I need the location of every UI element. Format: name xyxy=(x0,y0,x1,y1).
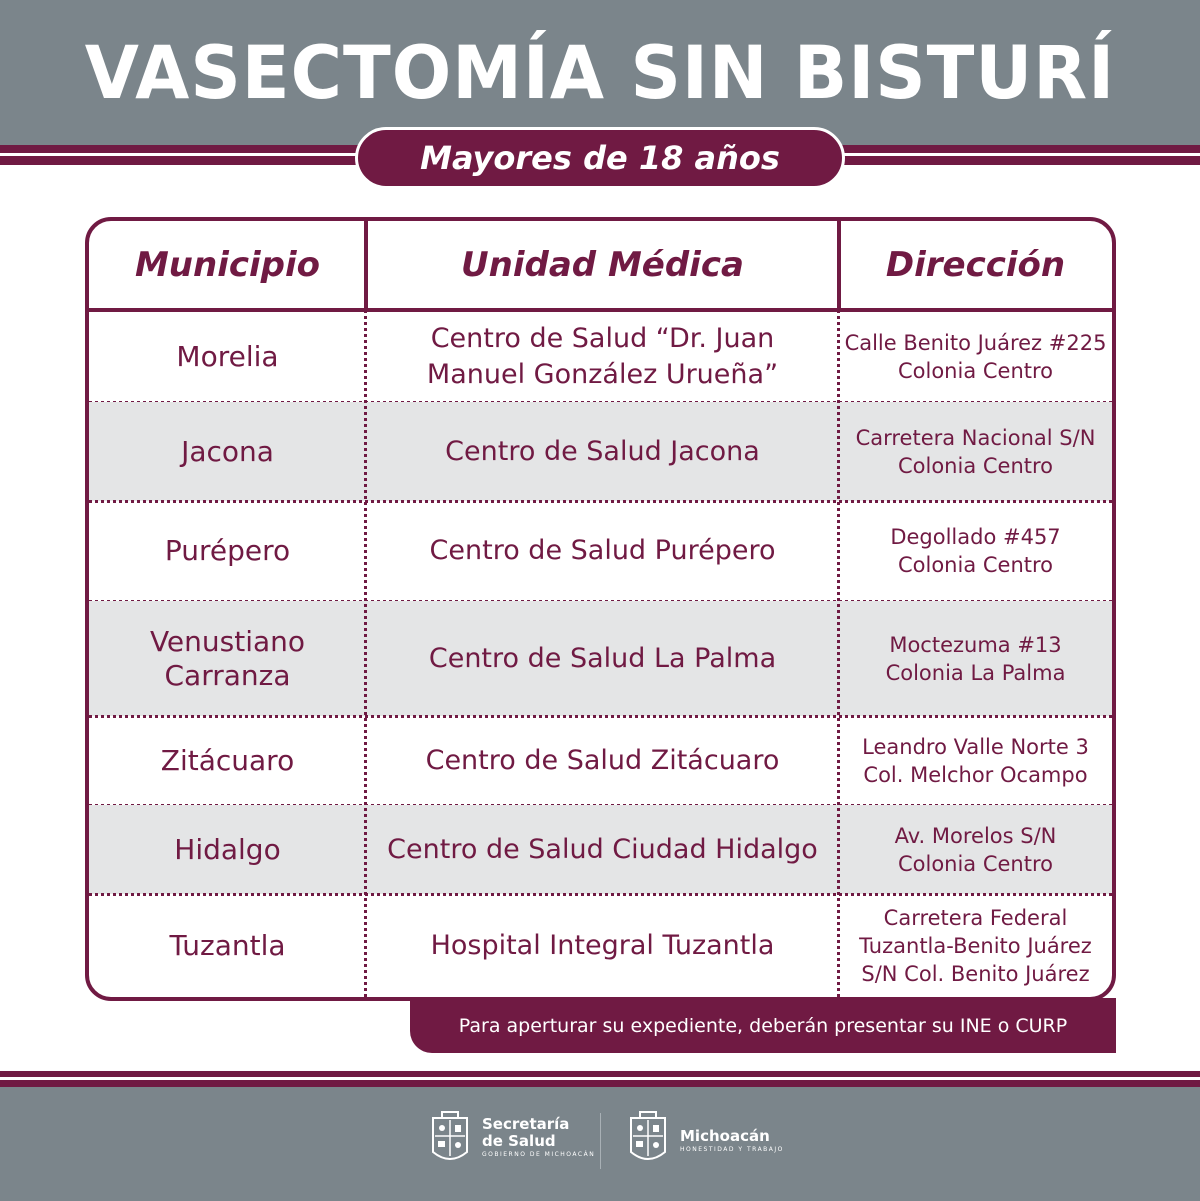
cell-unidad: Centro de Salud Jacona xyxy=(445,435,760,467)
cell-municipio: Morelia xyxy=(176,340,279,373)
column-divider xyxy=(837,310,840,997)
header-municipio: Municipio xyxy=(134,244,321,285)
note-text: Para aperturar su expediente, deberán presentar su INE o CURP xyxy=(458,1014,1068,1037)
table-row xyxy=(89,601,1112,716)
footer-stripe xyxy=(0,1071,1200,1087)
table-row xyxy=(89,716,1112,805)
cell-direccion: Degollado #457 Colonia Centro xyxy=(890,525,1061,577)
logo-divider xyxy=(600,1113,601,1169)
clinics-table xyxy=(85,217,1116,1001)
logo1-line2: de Salud xyxy=(482,1132,556,1150)
secretaria-salud-logo xyxy=(428,1108,595,1168)
requirements-note xyxy=(410,998,1116,1053)
header-direccion: Dirección xyxy=(885,244,1066,285)
logo2-tagline: HONESTIDAD Y TRABAJO xyxy=(680,1145,784,1153)
cell-municipio: Jacona xyxy=(181,434,274,468)
column-divider xyxy=(364,310,367,997)
cell-unidad: Centro de Salud Purépero xyxy=(429,535,776,566)
table-row xyxy=(89,894,1112,997)
michoacan-logo xyxy=(626,1108,784,1168)
cell-direccion: Calle Benito Juárez #225 Colonia Centro xyxy=(844,331,1107,383)
table-row xyxy=(89,312,1112,402)
table-row xyxy=(89,402,1112,501)
cell-direccion: Carretera Nacional S/N Colonia Centro xyxy=(855,425,1096,478)
cell-municipio: Hidalgo xyxy=(174,832,281,866)
cell-direccion: Av. Morelos S/N Colonia Centro xyxy=(894,823,1057,876)
cell-unidad: Centro de Salud “Dr. Juan Manuel González Urueña” xyxy=(426,323,779,390)
logo1-tagline: GOBIERNO DE MICHOACÁN xyxy=(482,1151,596,1158)
table-row xyxy=(89,501,1112,601)
subtitle-text: Mayores de 18 años xyxy=(420,139,780,177)
header-divider xyxy=(364,221,368,310)
cell-municipio: Zitácuaro xyxy=(160,743,295,777)
cell-unidad: Centro de Salud Zitácuaro xyxy=(425,744,780,776)
cell-unidad: Hospital Integral Tuzantla xyxy=(430,929,775,961)
cell-direccion: Leandro Valle Norte 3 Col. Melchor Ocampo xyxy=(862,734,1089,787)
coat-of-arms-icon xyxy=(626,1108,670,1168)
subtitle-badge xyxy=(355,127,845,189)
coat-of-arms-icon xyxy=(428,1108,472,1168)
cell-municipio: Tuzantla xyxy=(169,928,286,962)
cell-direccion: Moctezuma #13 Colonia La Palma xyxy=(885,632,1066,685)
cell-unidad: Centro de Salud Ciudad Hidalgo xyxy=(387,833,818,865)
table-row xyxy=(89,805,1112,894)
cell-municipio: Venustiano Carranza xyxy=(149,624,306,692)
header-unidad-medica: Unidad Médica xyxy=(461,244,744,285)
logo2-line1: Michoacán xyxy=(680,1126,770,1145)
page-title: VASECTOMÍA SIN BISTURÍ xyxy=(84,29,1116,117)
cell-municipio: Purépero xyxy=(164,534,291,567)
logo1-line1: Secretaría xyxy=(482,1115,570,1133)
cell-unidad: Centro de Salud La Palma xyxy=(428,642,777,674)
cell-direccion: Carretera Federal Tuzantla-Benito Juárez S/N Col. Benito Juárez xyxy=(859,905,1092,986)
header-divider xyxy=(837,221,841,310)
